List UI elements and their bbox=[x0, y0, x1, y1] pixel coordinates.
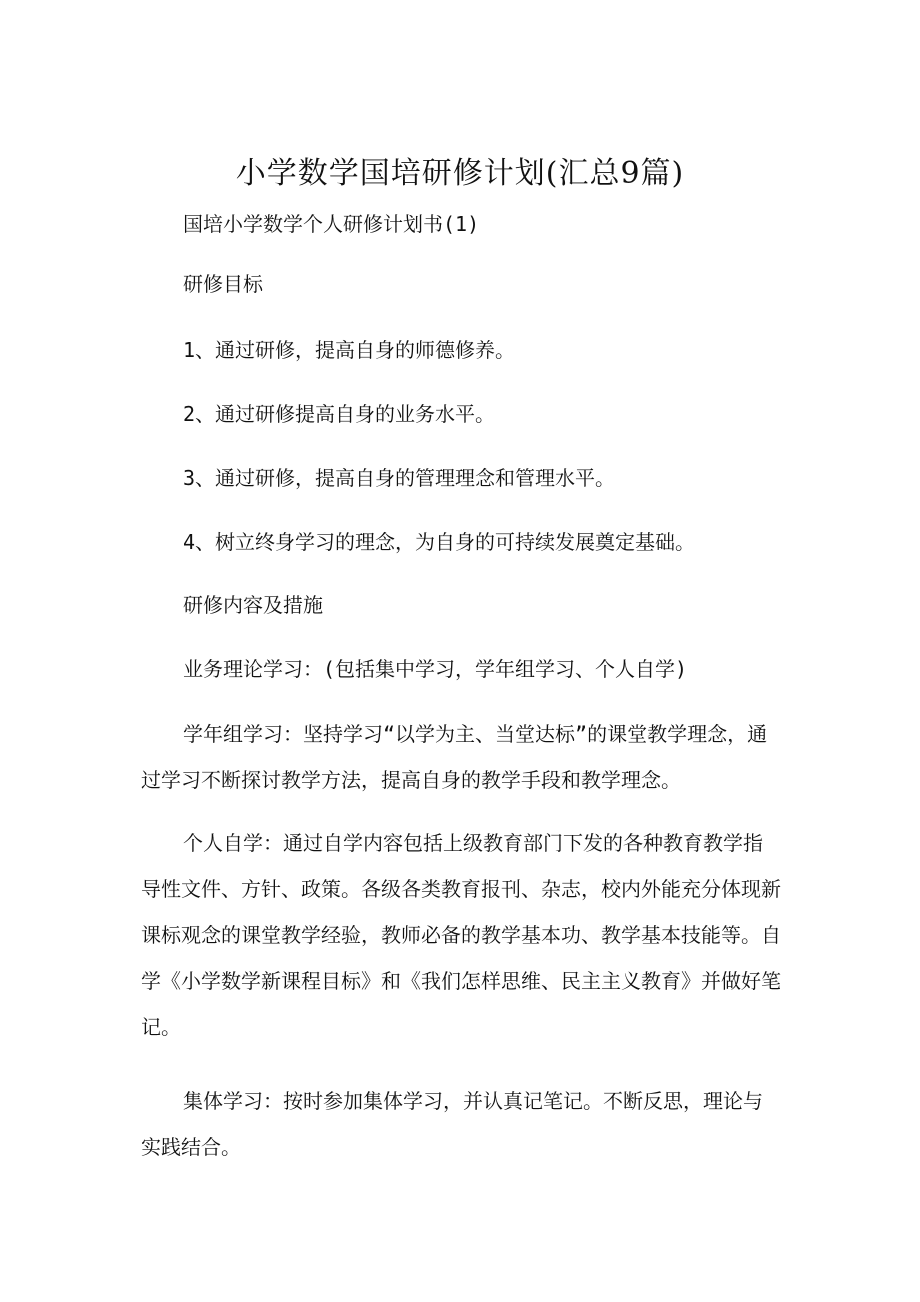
section-heading-goals: 研修目标 bbox=[183, 272, 263, 296]
goal-item-2: 2、通过研修提高自身的业务水平。 bbox=[183, 402, 496, 426]
goal-item-3: 3、通过研修，提高自身的管理理念和管理水平。 bbox=[183, 466, 616, 490]
group-study-paragraph: 集体学习：按时参加集体学习，并认真记笔记。不断反思，理论与实践结合。 bbox=[141, 1089, 763, 1159]
goal-item-1: 1、通过研修，提高自身的师德修养。 bbox=[183, 338, 516, 362]
section-heading-content: 研修内容及措施 bbox=[183, 593, 323, 617]
document-title: 小学数学国培研修计划(汇总9篇) bbox=[235, 156, 685, 191]
self-study-paragraph: 个人自学：通过自学内容包括上级教育部门下发的各种教育教学指导性文件、方针、政策。各级各类教育报刊、杂志，校内外能充分体现新课标观念的课堂教学经验，教师必备的教学基本功、教学基本技能等。自学《小学数学新课程目标》和《我们怎样思维、民主主义教育》并做好笔记。 bbox=[141, 831, 781, 1039]
theory-study-paragraph: 业务理论学习：(包括集中学习，学年组学习、个人自学) bbox=[183, 657, 688, 681]
plan-subtitle: 国培小学数学个人研修计划书(1) bbox=[183, 212, 480, 236]
goal-item-4: 4、树立终身学习的理念，为自身的可持续发展奠定基础。 bbox=[183, 530, 696, 554]
grade-group-study-paragraph: 学年组学习：坚持学习“以学为主、当堂达标”的课堂教学理念，通过学习不断探讨教学方法，提高自身的教学手段和教学理念。 bbox=[141, 722, 768, 792]
